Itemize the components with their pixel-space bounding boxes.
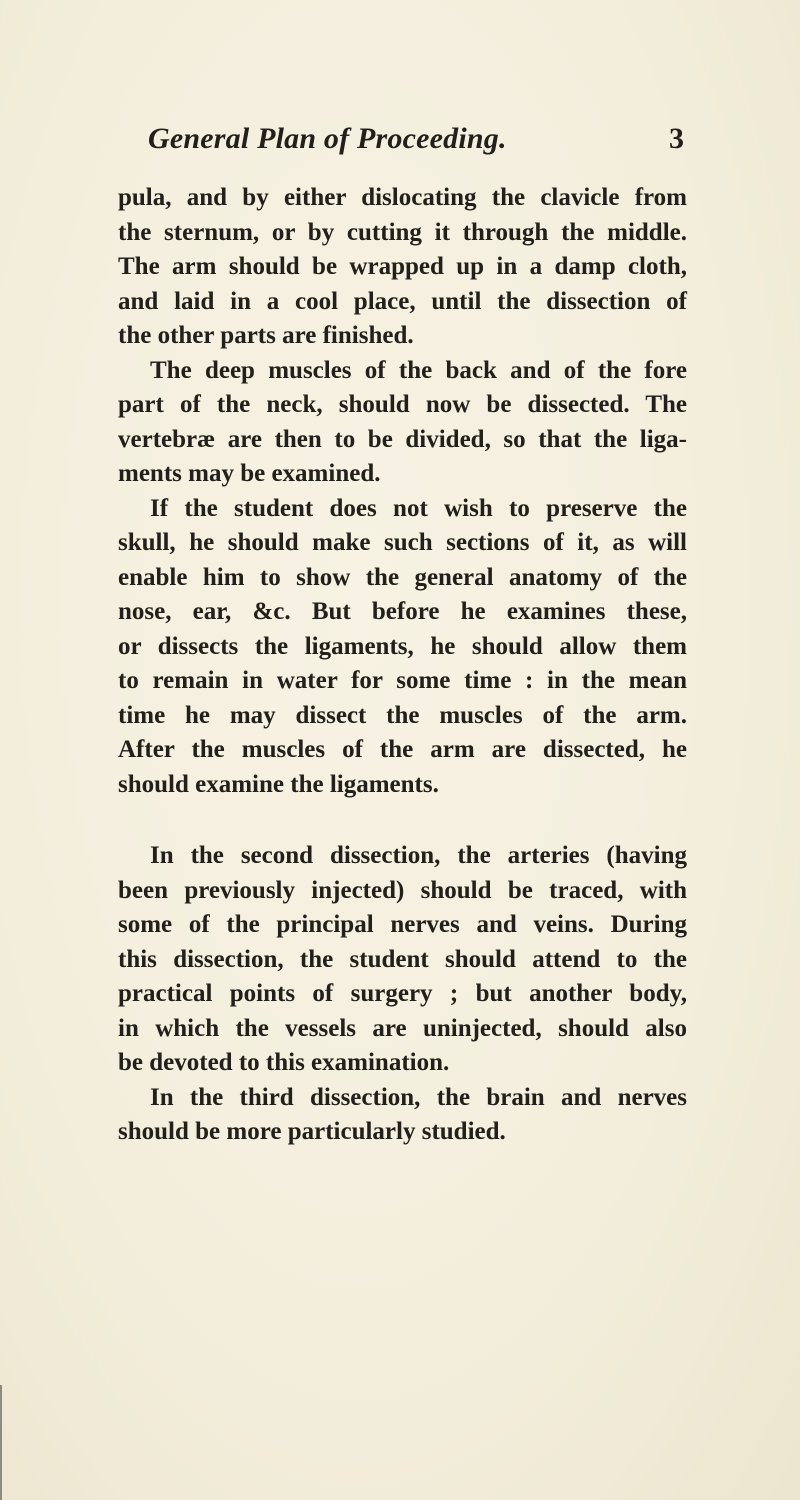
text-line: the sternum, or by cutting it through the middle. (118, 218, 687, 246)
text-line: After the muscles of the arm are dissected, he (118, 736, 687, 763)
text-line: the other parts are finished. (118, 322, 414, 349)
paragraph-start-line: The deep muscles of the back and of the fore (150, 356, 687, 384)
text-line: vertebræ are then to be divided, so that the liga- (118, 425, 687, 453)
text-line: or dissects the ligaments, he should allow them (118, 632, 687, 660)
text-line: practical points of surgery ; but another body, (118, 980, 687, 1007)
text-line: be devoted to this examination. (118, 1049, 450, 1076)
text-line: time he may dissect the muscles of the arm. (118, 701, 687, 729)
text-line: skull, he should make such sections of it, as will (118, 529, 687, 556)
page-number: 3 (669, 122, 684, 155)
paragraph-start-line: In the second dissection, the arteries (having (150, 842, 687, 869)
paragraph-gap (118, 802, 687, 839)
text-line: pula, and by either dislocating the clavicle from (118, 184, 687, 211)
text-line: in which the vessels are uninjected, should also (118, 1014, 687, 1042)
text-line: should examine the ligaments. (118, 770, 439, 798)
page-binding-edge (0, 1385, 2, 1500)
text-line: been previously injected) should be traced, with (118, 876, 687, 904)
text-line: this dissection, the student should attend to the (118, 945, 687, 973)
text-line: nose, ear, &c. But before he examines these, (118, 598, 687, 625)
paragraph-start-line: In the third dissection, the brain and nerves (150, 1083, 687, 1111)
text-line: The arm should be wrapped up in a damp cloth, (118, 253, 687, 280)
page-header (148, 122, 684, 162)
text-line: ments may be examined. (118, 460, 381, 487)
running-title: General Plan of Proceeding. (148, 122, 507, 155)
text-line: should be more particularly studied. (118, 1118, 506, 1145)
text-line: enable him to show the general anatomy of the (118, 563, 687, 591)
text-line: and laid in a cool place, until the dissection of (118, 287, 687, 315)
text-line: some of the principal nerves and veins. During (118, 911, 687, 938)
paragraph-start-line: If the student does not wish to preserve the (150, 494, 687, 522)
body-text (118, 181, 687, 1150)
text-line: to remain in water for some time : in the mean (118, 667, 687, 694)
text-line: part of the neck, should now be dissected. The (118, 391, 687, 418)
